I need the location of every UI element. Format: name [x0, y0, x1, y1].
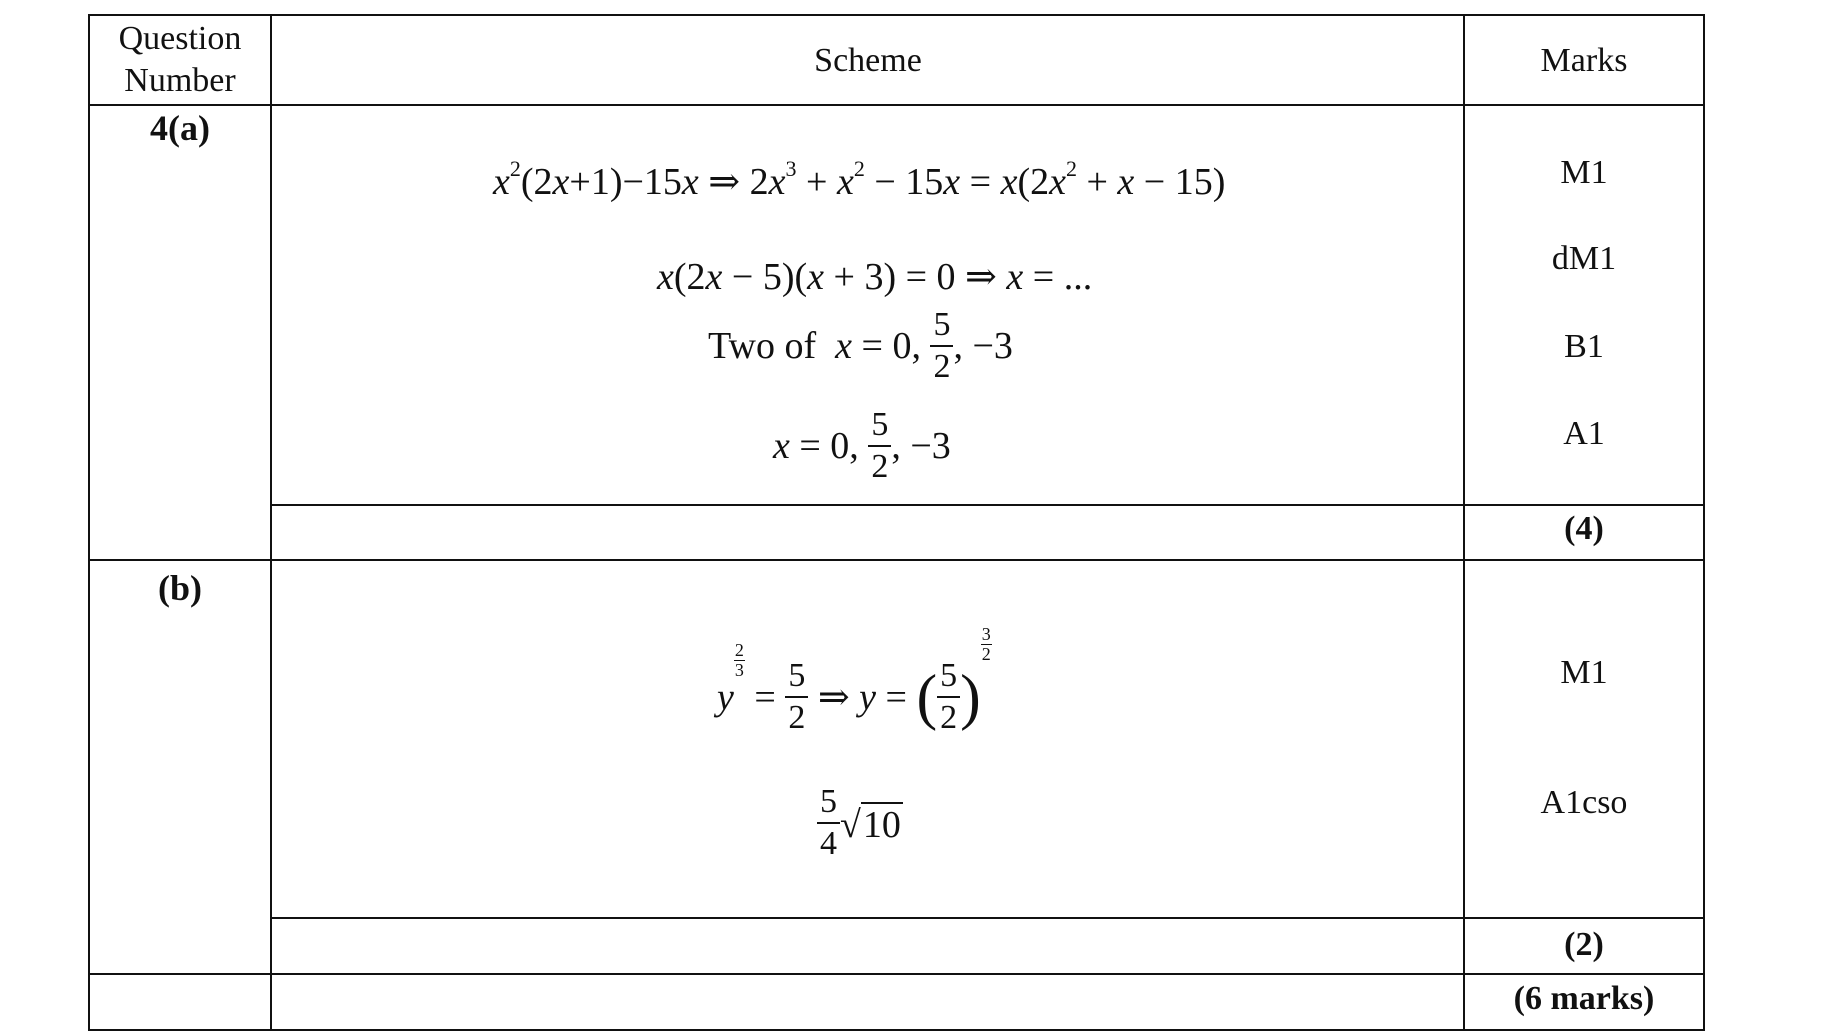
- part-b-equation-2: $\frac{5}{4}$ √10: [817, 785, 903, 861]
- part-b-subtotal: (2): [1564, 926, 1604, 963]
- part-a-equation-1: $x^2(2x+1)-15x$ ⇒ $2x^3 + x^2 - 15x = x(2x^2 + x - 15)$: [493, 156, 1226, 203]
- part-a-mark-4: A1: [1563, 415, 1605, 452]
- part-a-mark-1: M1: [1560, 154, 1608, 191]
- part-b-label: (b): [158, 568, 202, 608]
- part-a-subtotal: (4): [1564, 510, 1604, 547]
- part-b-mark-1: M1: [1560, 654, 1608, 691]
- part-a-equation-2: x(2x − 5)(x + 3) = 0 ⇒ x = ...: [657, 256, 1093, 298]
- part-a-equation-3: Two of x = 0, $\frac{5}{2}$ , −3: [708, 306, 1013, 385]
- part-b-mark-2: A1cso: [1540, 784, 1628, 821]
- header-marks: Marks: [1540, 42, 1628, 79]
- part-a-mark-2: dM1: [1551, 240, 1617, 277]
- part-a-label: 4(a): [150, 108, 210, 148]
- header-scheme: Scheme: [814, 42, 922, 79]
- part-a-equation-4: x = 0, $\frac{5}{2}$ , −3: [773, 406, 951, 485]
- header-question-line2: Number: [124, 62, 236, 99]
- header-question-line1: Question: [118, 20, 242, 57]
- total-marks: (6 marks): [1513, 980, 1655, 1017]
- part-a-mark-3: B1: [1564, 328, 1604, 365]
- two-of-prefix: Two of: [708, 325, 817, 367]
- part-b-equation-1: y $\frac{2}{3}$ = $\frac{5}{2}$ ⇒ y = ( $\frac{5}{2}$ ) $\frac{3}{2}$: [717, 624, 991, 737]
